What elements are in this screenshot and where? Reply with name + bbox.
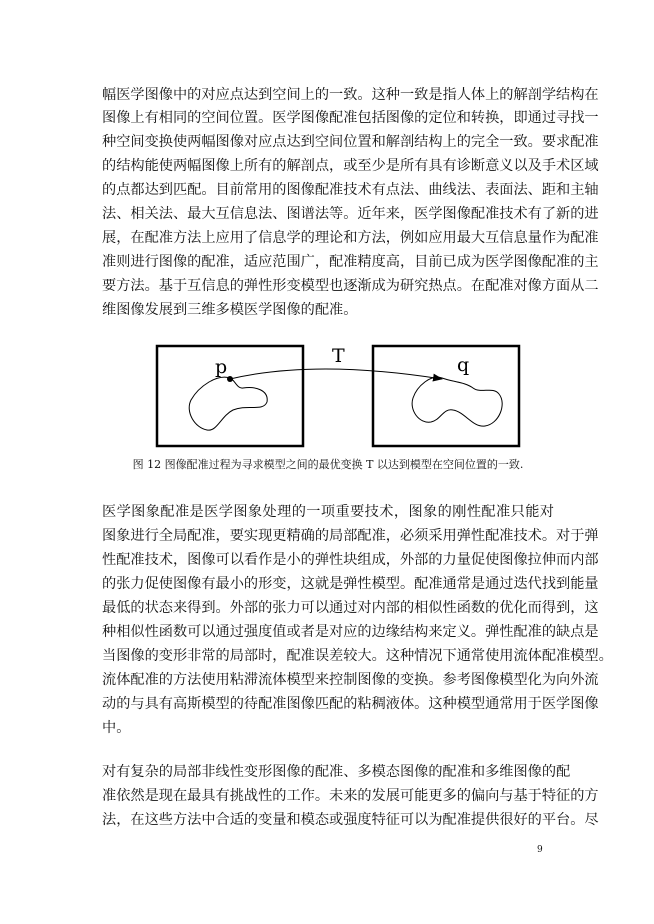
source-image-box: [157, 346, 303, 446]
target-shape: [412, 377, 502, 426]
target-image-box: [373, 346, 519, 446]
text-line: 展，在配准方法上应用了信息学的理论和方法，例如应用最大互信息量作为配准: [102, 230, 599, 246]
text-line: 对有复杂的局部非线性变形图像的配准、多模态图像的配准和多维图像的配: [102, 764, 571, 780]
text-line: 最低的状态来得到。外部的张力可以通过对内部的相似性函数的优化而得到，这: [102, 600, 599, 616]
source-shape: [189, 377, 267, 430]
text-line: 幅医学图像中的对应点达到空间上的一致。这种一致是指人体上的解剖学结构在: [102, 87, 599, 103]
text-line: 的结构能使两幅图像上所有的解剖点，或至少是所有具有诊断意义以及手术区域: [102, 158, 599, 174]
text-line: 图像上有相同的空间位置。医学图像配准包括图像的定位和转换，即通过寻找一: [102, 110, 599, 126]
text-line: 动的与具有高斯模型的待配准图像匹配的粘稠液体。这种模型通常用于医学图像: [102, 696, 599, 712]
page-number: 9: [537, 845, 543, 855]
figure-caption: 图 12 图像配准过程为寻求模型之间的最优变换 T 以达到模型在空间位置的一致.: [132, 458, 524, 471]
label-T: T: [332, 345, 345, 367]
text-line: 种相似性函数可以通过强度值或者是对应的边缘结构来定义。弹性配准的缺点是: [102, 624, 599, 640]
text-line: 中。: [102, 720, 131, 736]
registration-figure: [155, 344, 525, 450]
point-p-dot: [227, 376, 233, 382]
text-line: 性配准技术，图像可以看作是小的弹性块组成，外部的力量促使图像拉伸而内部: [102, 552, 599, 568]
text-line: 法，在这些方法中合适的变量和模态或强度特征可以为配准提供很好的平台。尽: [102, 812, 599, 828]
text-line: 种空间变换使两幅图像对应点达到空间位置和解剖结构上的完全一致。要求配准: [102, 134, 599, 150]
text-line: 的点都达到匹配。目前常用的图像配准技术有点法、曲线法、表面法、距和主轴: [102, 182, 599, 198]
text-line: 维图像发展到三维多模医学图像的配准。: [102, 302, 358, 318]
text-line: 要方法。基于互信息的弹性形变模型也逐渐成为研究热点。在配准对像方面从二: [102, 278, 599, 294]
label-p: p: [215, 356, 228, 378]
text-line: 医学图象配准是医学图象处理的一项重要技术，图象的刚性配准只能对: [102, 504, 554, 520]
text-line: 准依然是现在最具有挑战性的工作。未来的发展可能更多的偏向与基于特征的方: [102, 788, 599, 804]
transform-arrow: [230, 369, 442, 379]
text-line: 当图像的变形非常的局部时，配准误差较大。这种情况下通常使用流体配准模型。: [102, 648, 613, 664]
text-line: 准则进行图像的配准，适应范围广，配准精度高，目前已成为医学图像配准的主: [102, 254, 599, 270]
text-line: 流体配准的方法使用粘滞流体模型来控制图像的变换。参考图像模型化为向外流: [102, 672, 599, 688]
text-line: 图象进行全局配准，要实现更精确的局部配准，必须采用弹性配准技术。对于弹: [102, 528, 599, 544]
text-line: 的张力促使图像有最小的形变，这就是弹性模型。配准通常是通过迭代找到能量: [102, 576, 599, 592]
label-q: q: [457, 354, 470, 376]
text-line: 法、相关法、最大互信息法、图谱法等。近年来，医学图像配准技术有了新的进: [102, 206, 599, 222]
